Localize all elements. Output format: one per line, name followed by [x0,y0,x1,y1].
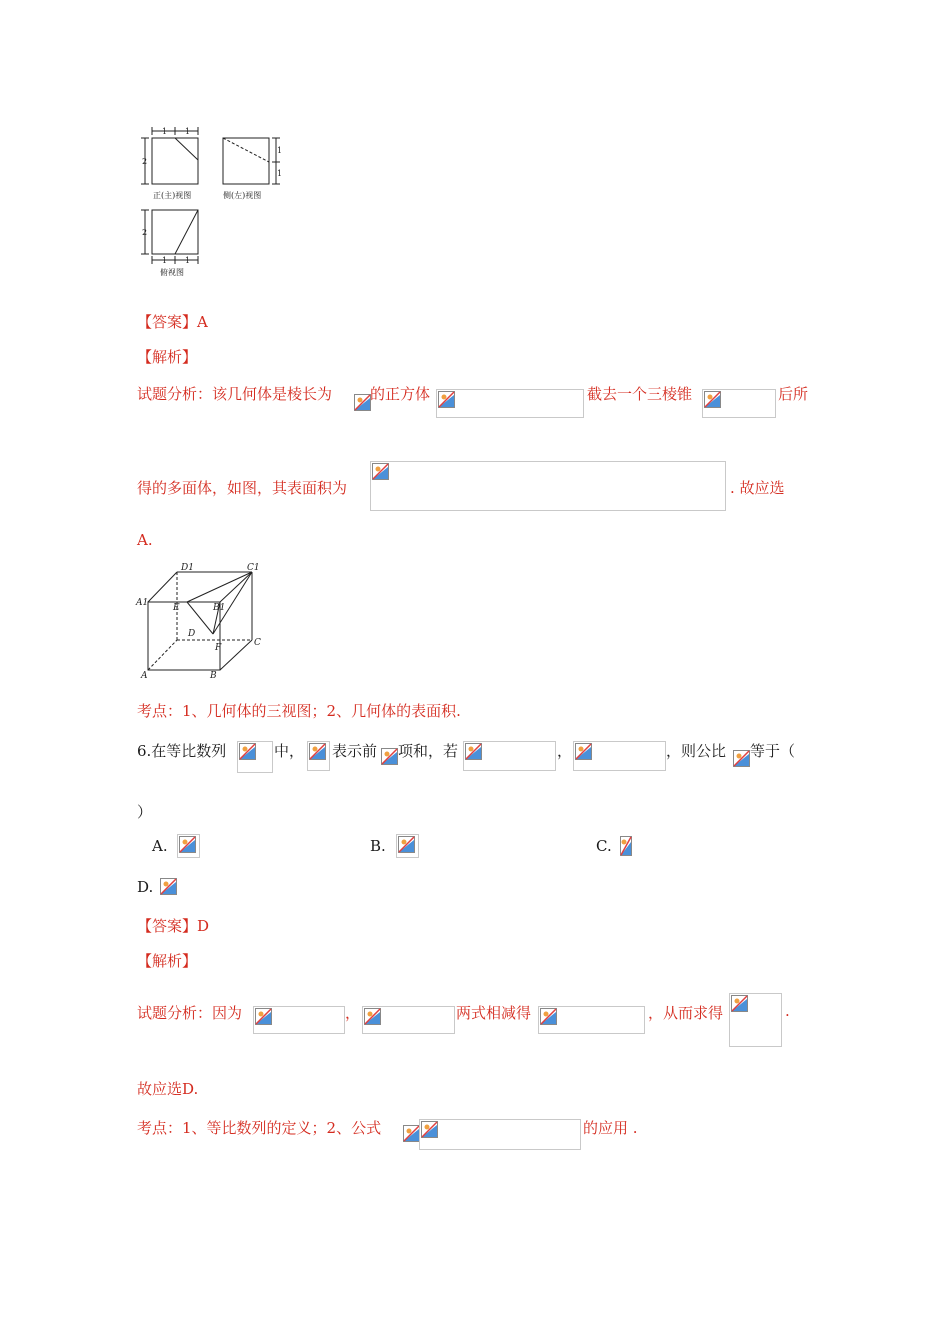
three-views-figure [135,122,285,282]
vertex-label: E [173,603,180,613]
vertex-label: B1 [213,603,226,613]
formula-image [573,741,666,771]
broken-image-icon [465,743,483,761]
answer-label: 【答案】A [137,313,208,331]
formula-image [729,993,782,1047]
broken-image-icon [540,1008,558,1026]
broken-image-icon [255,1008,273,1026]
cube-figure [135,560,270,680]
top-view-caption: 俯视图 [160,268,184,277]
option-a-image [177,834,200,858]
broken-image-icon [620,836,632,856]
dim-label: 1 [185,256,191,265]
question-text: ，则公比 [666,742,727,760]
vertex-label: B [210,671,217,680]
analysis-text: . [785,1002,790,1020]
option-b-image [396,834,419,858]
vertex-label: A1 [136,598,149,608]
question-text: 项和，若 [398,742,459,760]
broken-image-icon [398,836,416,854]
answer-label: 【答案】D [137,917,210,935]
front-view-caption: 正(主)视图 [153,191,192,200]
analysis-title: 【解析】 [137,348,198,366]
side-view-caption: 侧(左)视图 [223,191,262,200]
dim-label: 2 [142,228,148,237]
formula-image [463,741,556,771]
broken-image-icon [704,391,722,409]
analysis-text: 试题分析：该几何体是棱长为 [137,385,333,403]
question-text: 表示前 [332,742,378,760]
dim-label: 2 [142,157,148,166]
analysis-text: 试题分析：因为 [137,1004,243,1022]
question-text: 中， [274,742,305,760]
formula-image [436,389,584,418]
broken-image-icon [239,743,257,761]
vertex-label: A [141,671,148,680]
option-b-label: B. [370,837,386,855]
broken-image-icon [421,1121,439,1139]
dim-label: 1 [277,169,283,178]
analysis-text: ，从而求得 [648,1004,724,1022]
broken-image-icon [438,391,456,409]
formula-image [538,1006,645,1034]
analysis-text: 后所 [778,385,809,403]
dim-label: 1 [277,146,283,155]
formula-image [419,1119,581,1150]
formula-image [237,741,273,773]
broken-image-icon [733,750,751,768]
broken-image-icon [309,743,327,761]
kaodian-text: 考点：1、几何体的三视图；2、几何体的表面积. [137,702,461,720]
analysis-title: 【解析】 [137,952,198,970]
vertex-label: F [215,643,222,653]
analysis-text: . 故应选 [730,479,785,497]
broken-image-icon [160,878,178,896]
option-d-label: D. [137,878,154,896]
vertex-label: D [188,629,196,639]
formula-image [702,389,776,418]
analysis-text: 故应选D. [137,1080,199,1098]
question-text: ， [557,742,573,760]
vertex-label: D1 [181,563,194,573]
formula-image [253,1006,345,1034]
dim-label: 1 [185,127,191,136]
vertex-label: C [254,638,261,648]
analysis-text: 得的多面体，如图，其表面积为 [137,479,348,497]
broken-image-icon [364,1008,382,1026]
analysis-text: A. [137,531,153,549]
analysis-text: ， [345,1004,361,1022]
broken-image-icon [179,836,197,854]
dim-label: 1 [162,127,168,136]
question-text: 等于（ [750,742,796,760]
option-c-label: C. [596,837,612,855]
kaodian-text: 的应用 . [583,1119,638,1137]
dim-label: 1 [162,256,168,265]
analysis-text: 的正方体 [370,385,431,403]
analysis-text: 两式相减得 [456,1004,532,1022]
kaodian-text: 考点：1、等比数列的定义；2、公式 [137,1119,382,1137]
question-text: 6.在等比数列 [137,742,227,760]
option-a-label: A. [152,837,168,855]
formula-image [362,1006,455,1034]
broken-image-icon [575,743,593,761]
broken-image-icon [372,463,390,481]
vertex-label: C1 [247,563,260,573]
analysis-text: 截去一个三棱锥 [587,385,693,403]
question-text: ） [137,803,153,821]
formula-image [370,461,726,511]
broken-image-icon [381,748,399,766]
broken-image-icon [731,995,749,1013]
formula-image [307,741,330,771]
